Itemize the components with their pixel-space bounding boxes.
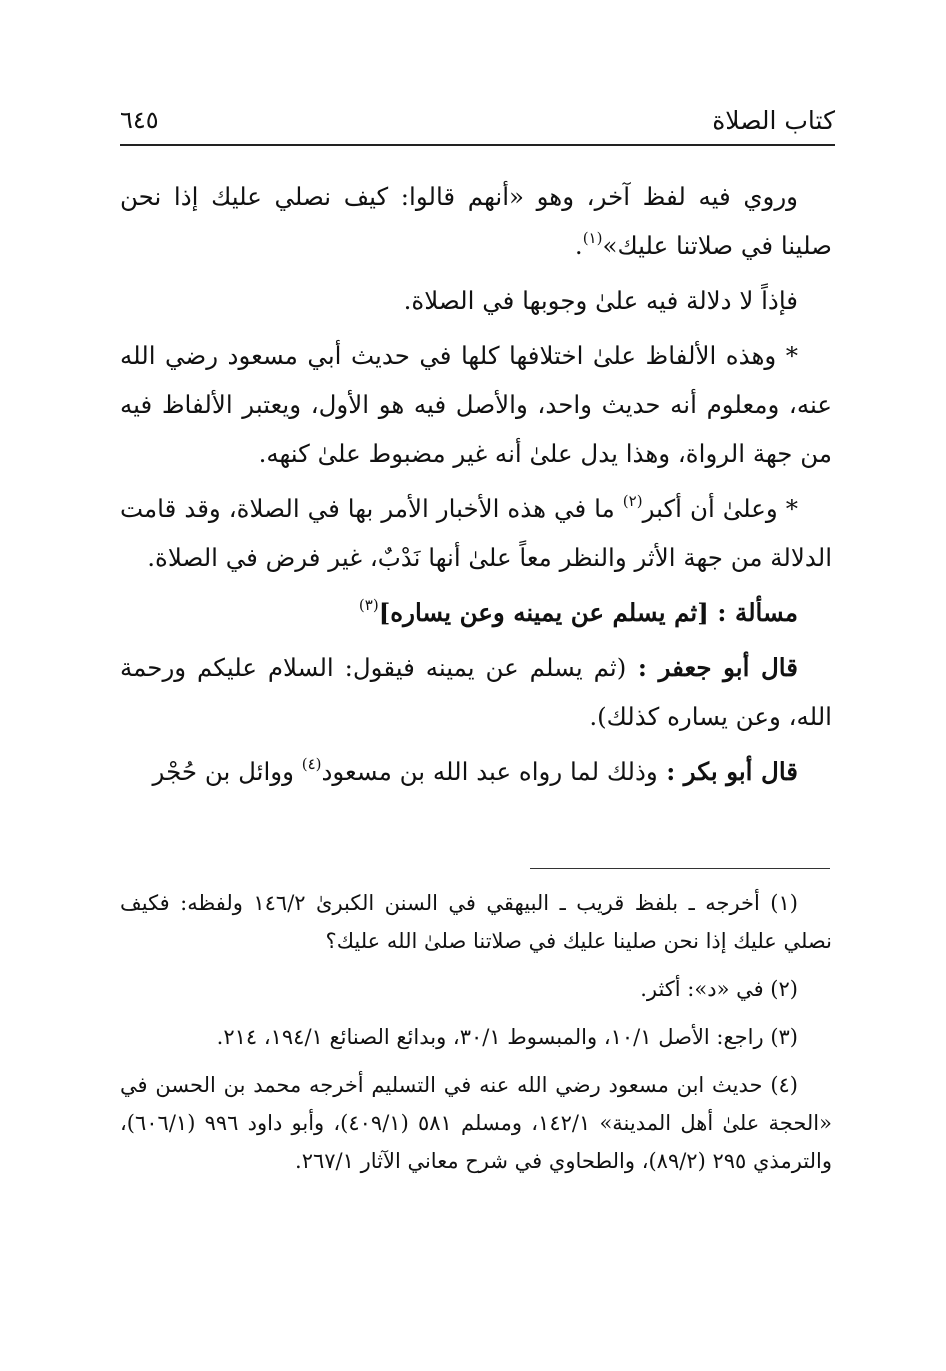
paragraph-end: .	[574, 231, 583, 260]
commentary-text: وذلك لما رواه عبد الله بن مسعود	[321, 757, 658, 786]
footnote-ref: (٢)	[622, 491, 643, 510]
footnote-ref: (٣)	[358, 595, 379, 614]
abu-jafar-quote	[120, 643, 832, 741]
paragraph-2	[120, 276, 832, 325]
footnote-2: (٢) في «د»: أكثر.	[640, 977, 798, 1001]
footnote-1: (١) أخرجه ـ بلفظ قريب ـ البيهقي في السنن الكبرىٰ ١٤٦/٢ ولفظه: فكيف نصلي عليك إذا نحن صلينا عليك في صلاتنا صلىٰ الله عليك؟	[120, 891, 832, 953]
masala-label: مسألة :	[708, 598, 798, 627]
main-text	[120, 172, 832, 802]
paragraph-text-continued: ما في هذه الأخبار الأمر بها في الصلاة، وقد قامت الدلالة من جهة الأثر والنظر معاً علىٰ أنها نَدْبٌ، غير فرض في الصلاة.	[120, 494, 832, 572]
footnotes	[120, 884, 832, 1190]
masala-text: [ثم يسلم عن يمينه وعن يساره]	[378, 598, 709, 627]
abu-bakr-commentary	[120, 747, 832, 796]
footnote-ref: (١)	[582, 228, 603, 247]
speaker-label: قال أبو جعفر :	[626, 653, 798, 682]
speaker-label: قال أبو بكر :	[657, 757, 798, 786]
commentary-text-continued: ووائل بن حُجْر	[152, 757, 302, 786]
paragraph-text: فإذاً لا دلالة فيه علىٰ وجوبها في الصلاة.	[403, 286, 798, 315]
paragraph-text: * وعلىٰ أن أكبر	[642, 494, 798, 523]
quote-text: (ثم يسلم عن يمينه فيقول: السلام عليكم ورحمة الله، وعن يساره كذلك).	[120, 653, 832, 731]
paragraph-4	[120, 484, 832, 582]
paragraph-3	[120, 331, 832, 478]
page-number: ٦٤٥	[120, 106, 159, 134]
page-header	[120, 100, 835, 146]
footnote-separator	[530, 868, 830, 869]
footnote-4: (٤) حديث ابن مسعود رضي الله عنه في التسليم أخرجه محمد بن الحسن في «الحجة علىٰ أهل المدينة» ١٤٢/١، ومسلم ٥٨١ (٤٠٩/١)، وأبو داود ٩٩٦ (٦٠٦/١)، والترمذي ٢٩٥ (٨٩/٢)، والطحاوي في شرح معاني الآثار ٢٦٧/١.	[120, 1073, 832, 1173]
footnote-3: (٣) راجع: الأصل ١٠/١، والمبسوط ٣٠/١، وبدائع الصنائع ١٩٤/١، ٢١٤.	[216, 1025, 798, 1049]
paragraph-text: وروي فيه لفظ آخر، وهو «أنهم قالوا: كيف نصلي عليك إذا نحن صلينا في صلاتنا عليك»	[120, 182, 832, 260]
paragraph-text: * وهذه الألفاظ علىٰ اختلافها كلها في حديث أبي مسعود رضي الله عنه، ومعلوم أنه حديث واحد، والأصل فيه هو الأول، ويعتبر الألفاظ فيه من جهة الرواة، وهذا يدل علىٰ أنه غير مضبوط علىٰ كنهه.	[120, 341, 832, 468]
footnote-ref: (٤)	[301, 754, 322, 773]
chapter-title: كتاب الصلاة	[712, 106, 835, 135]
masala-heading	[120, 588, 832, 637]
paragraph-1	[120, 172, 832, 270]
